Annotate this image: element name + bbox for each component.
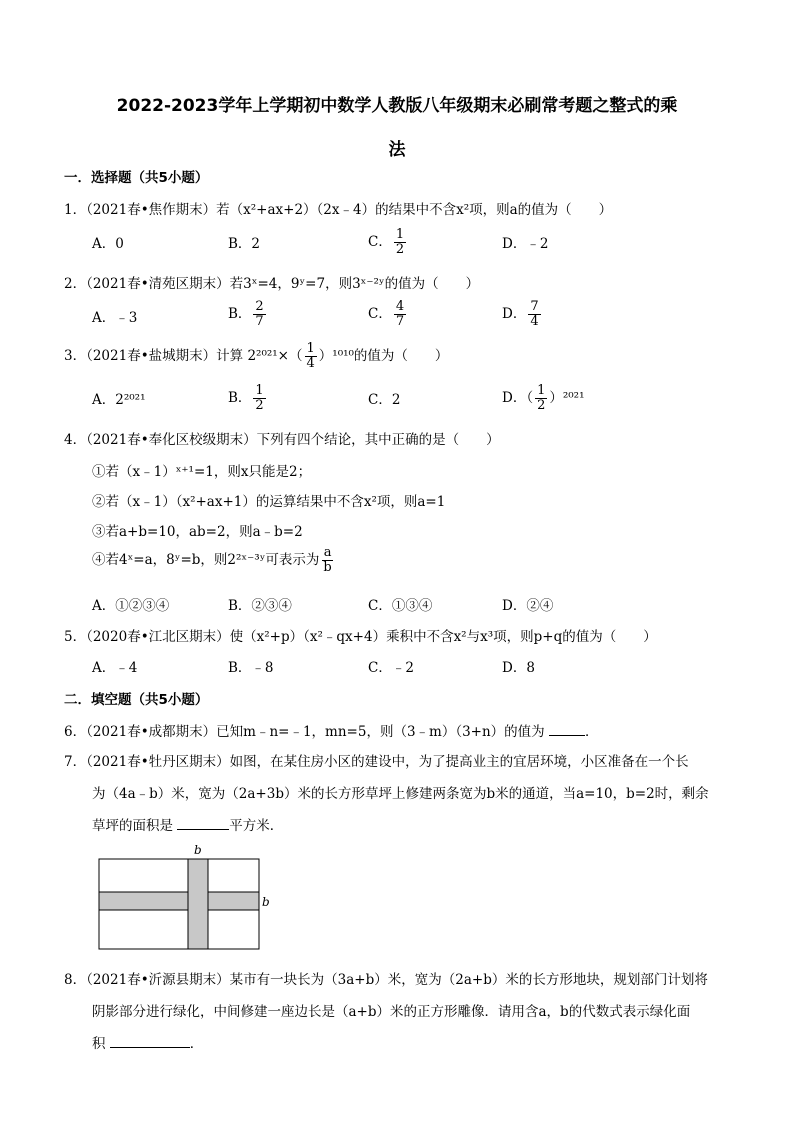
question-4-options	[92, 594, 752, 624]
fraction: $\frac{1}{2}$	[255, 383, 264, 413]
fraction: $\frac{7}{4}$	[530, 299, 539, 329]
option-a: A．①②③④	[92, 598, 170, 614]
label-right-b: b	[262, 895, 270, 909]
answer-blank	[110, 1033, 190, 1048]
option-c: C．2	[368, 392, 401, 408]
option-b: B．﹣8	[228, 660, 274, 676]
option-d: D．8	[502, 660, 535, 676]
option-a: A．﹣4	[92, 660, 138, 676]
statement-3: ③若a+b=10，ab=2，则a﹣b=2	[92, 524, 303, 540]
statement-2: ②若（x﹣1）（x²+ax+1）的运算结果中不含x²项，则a=1	[92, 494, 446, 510]
option-d: D． $\frac{7}{4}$	[502, 299, 539, 329]
option-c: C． $\frac{4}{7}$	[368, 299, 405, 329]
question-8-line-1: 8．（2021春•沂源县期末）某市有一块长为（3a+b）米，宽为（2a+b）米的长方形地块，规划部门计划将	[64, 972, 708, 988]
title-line-1: 2022-2023学年上学期初中数学人教版八年级期末必刷常考题之整式的乘	[116, 96, 678, 116]
question-7-line-3: 草坪的面积是 平方米．	[92, 814, 283, 834]
option-c: C．﹣2	[368, 660, 414, 676]
question-2-stem: 2．（2021春•清苑区期末）若3ˣ=4，9ʸ=7，则3ˣ⁻²ʸ的值为（ ）	[64, 276, 480, 292]
option-a: A．2²⁰²¹	[92, 392, 146, 408]
question-1-stem: 1．（2021春•焦作期末）若（x²+ax+2）（2x﹣4）的结果中不含x²项，则a的值为（ ）	[64, 202, 613, 218]
option-b: B． $\frac{1}{2}$	[228, 383, 264, 413]
option-b: B． $\frac{2}{7}$	[228, 299, 264, 329]
option-a: A．0	[92, 236, 124, 252]
option-d: D．②④	[502, 598, 554, 614]
question-8-line-3: 积 ．	[92, 1032, 203, 1052]
vertical-path	[188, 859, 208, 949]
option-b: B．2	[228, 236, 261, 252]
question-7-line-1: 7．（2021春•牡丹区期末）如图，在某住房小区的建设中，为了提高业主的宜居环境，小区准备在一个长	[64, 754, 689, 770]
section-heading-choice: 一．选择题（共5小题）	[64, 170, 209, 186]
option-c: C． $\frac{1}{2}$	[368, 227, 405, 257]
fraction: $\frac{4}{7}$	[395, 299, 405, 329]
question-3-stem: 3．（2021春•盐城期末）计算 2²⁰²¹×（ $\frac{1}{4}$ ）¹⁰¹⁰的值为（ ）	[64, 341, 449, 371]
option-d: D．（ $\frac{1}{2}$ ）²⁰²¹	[502, 383, 585, 413]
label-top-b: b	[194, 843, 202, 857]
option-d: D．﹣2	[502, 236, 549, 252]
statement-1: ①若（x﹣1）ˣ⁺¹=1，则x只能是2；	[92, 464, 312, 480]
fraction: $\frac{1}{4}$	[306, 341, 315, 371]
question-4-stem: 4．（2021春•奉化区校级期末）下列有四个结论，其中正确的是（ ）	[64, 432, 500, 448]
fraction: $\frac{2}{7}$	[255, 299, 264, 329]
fraction: $\frac{a}{b}$	[323, 545, 332, 575]
answer-blank	[177, 815, 229, 830]
section-heading-fill: 二．填空题（共5小题）	[64, 692, 209, 708]
lawn-figure	[92, 840, 282, 955]
answer-blank	[549, 721, 585, 736]
question-1-options	[92, 228, 752, 258]
question-5-stem: 5．（2020春•江北区期末）使（x²+p）（x²﹣qx+4）乘积中不含x²与x³项，则p+q的值为（ ）	[64, 629, 657, 645]
option-a: A．﹣3	[92, 310, 138, 326]
question-5-options	[92, 656, 752, 686]
question-8-line-2: 阴影部分进行绿化，中间修建一座边长是（a+b）米的正方形雕像．请用含a，b的代数式表示绿化面	[92, 1004, 691, 1020]
horizontal-path	[99, 892, 259, 910]
title-line-2: 法	[388, 140, 406, 160]
question-3-options	[92, 384, 752, 414]
statement-4: ④若4ˣ=a，8ʸ=b，则2²ˣ⁻³ʸ可表示为 $\frac{a}{b}$	[92, 545, 332, 575]
page-title	[60, 84, 734, 172]
option-b: B．②③④	[228, 598, 292, 614]
fraction: $\frac{1}{2}$	[537, 383, 546, 413]
question-2-options	[92, 300, 752, 330]
question-6-stem: 6．（2021春•成都期末）已知m﹣n=﹣1，mn=5，则（3﹣m）（3+n）的值为 ．	[64, 720, 598, 740]
question-7-line-2: 为（4a﹣b）米，宽为（2a+3b）米的长方形草坪上修建两条宽为b米的通道，当a=10，b=2时，剩余	[92, 786, 709, 802]
fraction: $\frac{1}{2}$	[395, 227, 405, 257]
option-c: C．①③④	[368, 598, 433, 614]
